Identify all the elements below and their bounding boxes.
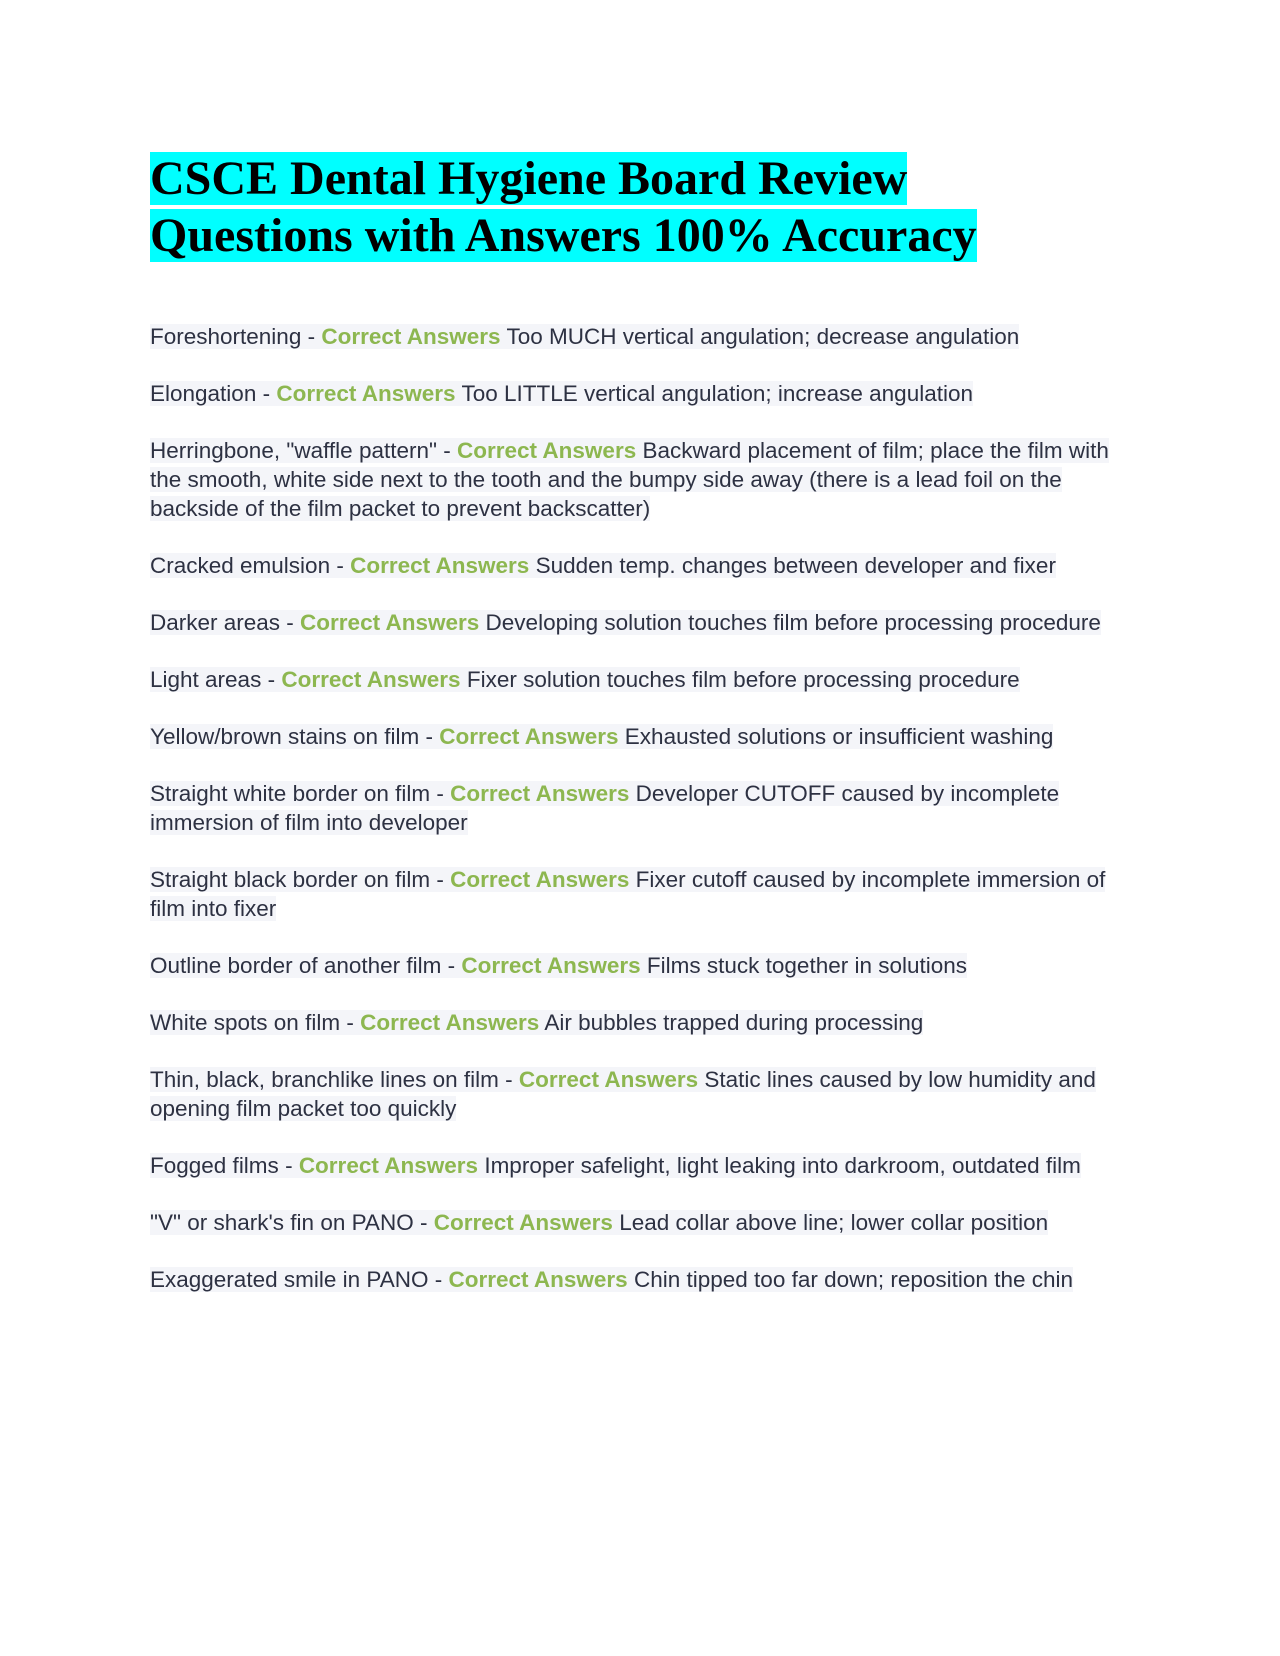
question-text: Outline border of another film: [150, 953, 442, 978]
qa-list: [150, 322, 1135, 1294]
answer-text: Too LITTLE vertical angulation; increase angulation: [461, 381, 973, 406]
question-text: Darker areas: [150, 610, 281, 635]
question-text: Straight black border on film: [150, 867, 431, 892]
document-title: [150, 150, 1050, 264]
question-text: Herringbone, "waffle pattern": [150, 438, 437, 463]
question-text: "V" or shark's fin on PANO: [150, 1210, 414, 1235]
qa-item: Foreshortening - Correct Answers Too MUCH vertical angulation; decrease angulation: [150, 324, 1020, 349]
answer-label: Correct Answers: [461, 953, 641, 978]
answer-text: Lead collar above line; lower collar position: [619, 1210, 1049, 1235]
question-text: Exaggerated smile in PANO: [150, 1267, 429, 1292]
answer-label: Correct Answers: [448, 1267, 628, 1292]
answer-text: Developing solution touches film before processing procedure: [485, 610, 1101, 635]
answer-text: Developer CUTOFF caused by incomplete immersion of film into developer: [150, 781, 1060, 835]
question-text: Light areas: [150, 667, 262, 692]
answer-text: Fixer cutoff caused by incomplete immersion of film into fixer: [150, 867, 1106, 921]
qa-item: Thin, black, branchlike lines on film - Correct Answers Static lines caused by low humidity and opening film packet too quickly: [150, 1067, 1096, 1121]
qa-item: Outline border of another film - Correct Answers Films stuck together in solutions: [150, 953, 968, 978]
answer-label: Correct Answers: [456, 438, 637, 463]
question-text: Fogged films: [150, 1153, 279, 1178]
document-page: [150, 150, 1135, 1322]
qa-item: "V" or shark's fin on PANO - Correct Answers Lead collar above line; lower collar position: [150, 1210, 1049, 1235]
answer-text: Backward placement of film; place the film with the smooth, white side next to the tooth and the bumpy side away (there is a lead foil on the backside of the film packet to prevent backscatter): [150, 438, 1109, 521]
answer-text: Improper safelight, light leaking into darkroom, outdated film: [484, 1153, 1081, 1178]
answer-text: Air bubbles trapped during processing: [544, 1010, 924, 1035]
answer-text: Sudden temp. changes between developer and fixer: [535, 553, 1056, 578]
question-text: Straight white border on film: [150, 781, 431, 806]
answer-label: Correct Answers: [350, 553, 530, 578]
qa-item: Fogged films - Correct Answers Improper safelight, light leaking into darkroom, outdated film: [150, 1153, 1081, 1178]
answer-label: Correct Answers: [281, 667, 461, 692]
question-text: Yellow/brown stains on film: [150, 724, 420, 749]
question-text: Cracked emulsion: [150, 553, 331, 578]
qa-item: Exaggerated smile in PANO - Correct Answers Chin tipped too far down; reposition the chin: [150, 1267, 1073, 1292]
answer-label: Correct Answers: [276, 381, 456, 406]
answer-label: Correct Answers: [439, 724, 619, 749]
qa-item: White spots on film - Correct Answers Air bubbles trapped during processing: [150, 1010, 924, 1035]
qa-item: Elongation - Correct Answers Too LITTLE vertical angulation; increase angulation: [150, 381, 973, 406]
question-text: Foreshortening: [150, 324, 302, 349]
answer-text: Static lines caused by low humidity and opening film packet too quickly: [150, 1067, 1096, 1121]
answer-label: Correct Answers: [433, 1210, 613, 1235]
answer-text: Exhausted solutions or insufficient washing: [624, 724, 1054, 749]
qa-item: Straight white border on film - Correct Answers Developer CUTOFF caused by incomplete immersion of film into developer: [150, 781, 1060, 835]
qa-item: Cracked emulsion - Correct Answers Sudden temp. changes between developer and fixer: [150, 553, 1056, 578]
answer-label: Correct Answers: [321, 324, 501, 349]
qa-item: Light areas - Correct Answers Fixer solution touches film before processing procedure: [150, 667, 1020, 692]
answer-text: Too MUCH vertical angulation; decrease angulation: [506, 324, 1020, 349]
answer-label: Correct Answers: [360, 1010, 540, 1035]
qa-item: Darker areas - Correct Answers Developing solution touches film before processing procedure: [150, 610, 1101, 635]
answer-label: Correct Answers: [298, 1153, 479, 1178]
answer-text: Fixer solution touches film before processing procedure: [466, 667, 1020, 692]
qa-item: Straight black border on film - Correct Answers Fixer cutoff caused by incomplete immersion of film into fixer: [150, 867, 1106, 921]
answer-label: Correct Answers: [518, 1067, 699, 1092]
question-text: White spots on film: [150, 1010, 341, 1035]
answer-label: Correct Answers: [450, 867, 630, 892]
question-text: Thin, black, branchlike lines on film: [150, 1067, 499, 1092]
answer-label: Correct Answers: [450, 781, 630, 806]
qa-item: Yellow/brown stains on film - Correct Answers Exhausted solutions or insufficient washing: [150, 724, 1054, 749]
qa-item: Herringbone, "waffle pattern" - Correct Answers Backward placement of film; place the film with the smooth, white side next to the tooth and the bumpy side away (there is a lead foil on the backside of the film packet to prevent backscatter): [150, 438, 1109, 521]
answer-text: Chin tipped too far down; reposition the chin: [633, 1267, 1073, 1292]
answer-text: Films stuck together in solutions: [646, 953, 968, 978]
document-title-text: CSCE Dental Hygiene Board Review Questions with Answers 100% Accuracy: [150, 152, 977, 262]
answer-label: Correct Answers: [300, 610, 480, 635]
question-text: Elongation: [150, 381, 257, 406]
